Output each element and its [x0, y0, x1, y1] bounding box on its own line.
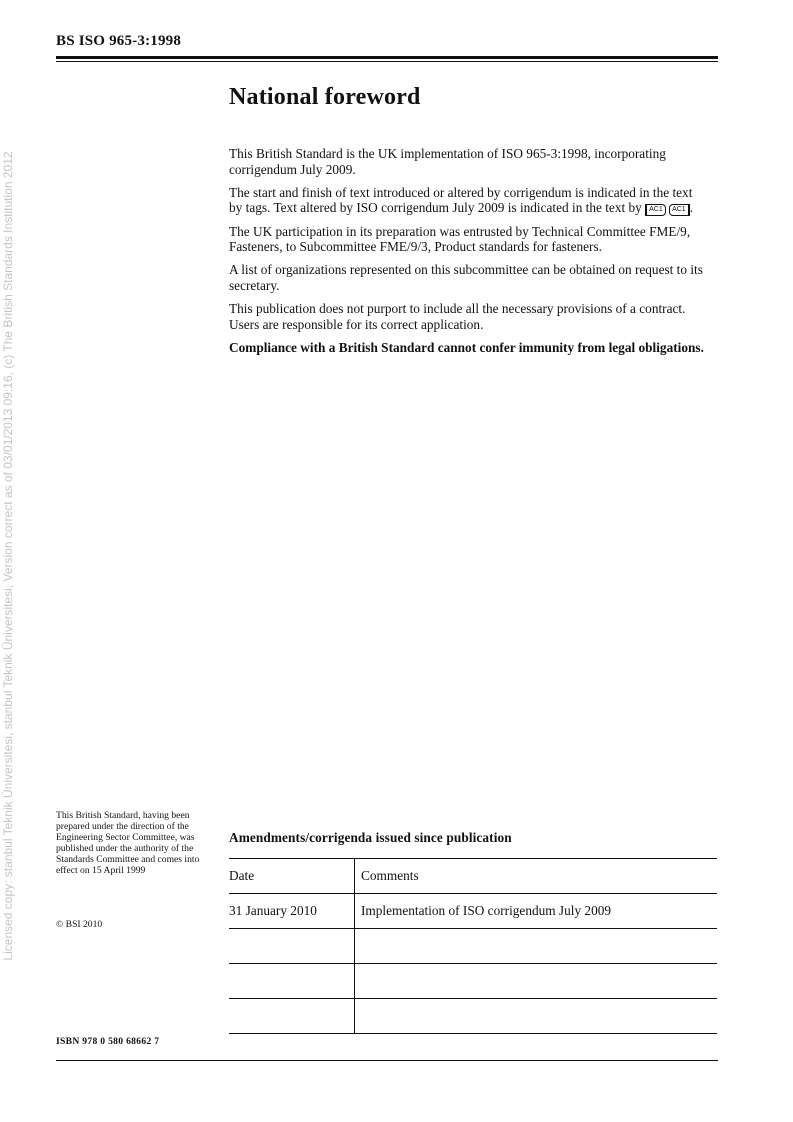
table-cell-date: 31 January 2010 — [229, 894, 355, 929]
table-cell-comments — [355, 964, 718, 999]
license-watermark: Licensed copy: stanbul Teknik Üniversitesi, stanbul Teknik Üniversitesi, Version correct as of 03/01/2013 09:16, (c) The British Standards Institution 2012 — [1, 151, 15, 961]
column-header-date: Date — [229, 859, 355, 894]
paragraph-corrigendum-end: . — [689, 200, 694, 216]
amendments-heading: Amendments/corrigenda issued since publication — [229, 830, 512, 845]
table-row — [229, 929, 717, 964]
paragraph-corrigendum-tags — [229, 185, 705, 217]
footer-rule — [56, 1060, 718, 1061]
table-header-row — [229, 859, 717, 894]
paragraph-organizations: A list of organizations represented on this subcommittee can be obtained on request to its secretary. — [229, 262, 703, 294]
header-rule-thin — [56, 61, 718, 62]
table-row — [229, 964, 717, 999]
column-header-comments: Comments — [355, 859, 718, 894]
table-cell-date — [229, 929, 355, 964]
paragraph-corrigendum-text: The start and finish of text introduced or altered by corrigendum is indicated in the text by tags. Text altered by ISO corrigendum July 2009 is indicated in the text by — [229, 184, 693, 216]
table-cell-comments: Implementation of ISO corrigendum July 2009 — [355, 894, 718, 929]
amendments-table — [229, 858, 717, 1034]
table-row — [229, 999, 717, 1034]
document-id: BS ISO 965-3:1998 — [56, 33, 182, 49]
paragraph-implementation: This British Standard is the UK implementation of ISO 965-3:1998, incorporating corrigendum July 2009. — [229, 146, 666, 177]
foreword-body — [229, 146, 705, 363]
page-title: National foreword — [229, 84, 421, 110]
isbn-number: ISBN 978 0 580 68662 7 — [56, 1036, 160, 1047]
table-row — [229, 894, 717, 929]
paragraph-participation: The UK participation in its preparation was entrusted by Technical Committee FME/9, Fasteners, to Subcommittee FME/9/3, Product standards for fasteners. — [229, 223, 691, 255]
paragraph-provisions: This publication does not purport to include all the necessary provisions of a contract. Users are responsible for its correct application. — [229, 301, 686, 332]
header-rule-thick — [56, 56, 718, 59]
table-cell-date — [229, 964, 355, 999]
paragraph-compliance: Compliance with a British Standard cannot confer immunity from legal obligations. — [229, 339, 704, 355]
table-cell-comments — [355, 929, 718, 964]
copyright-notice: © BSI 2010 — [56, 919, 103, 930]
ac-open-tag-icon: AC1 — [645, 204, 666, 216]
table-cell-comments — [355, 999, 718, 1034]
publication-note: This British Standard, having been prepared under the direction of the Engineering Sector Committee, was published under the authority of the Standards Committee and comes into effect on 15 April 1999 — [56, 810, 200, 876]
ac-close-tag-icon: AC1 — [669, 204, 690, 216]
table-cell-date — [229, 999, 355, 1034]
